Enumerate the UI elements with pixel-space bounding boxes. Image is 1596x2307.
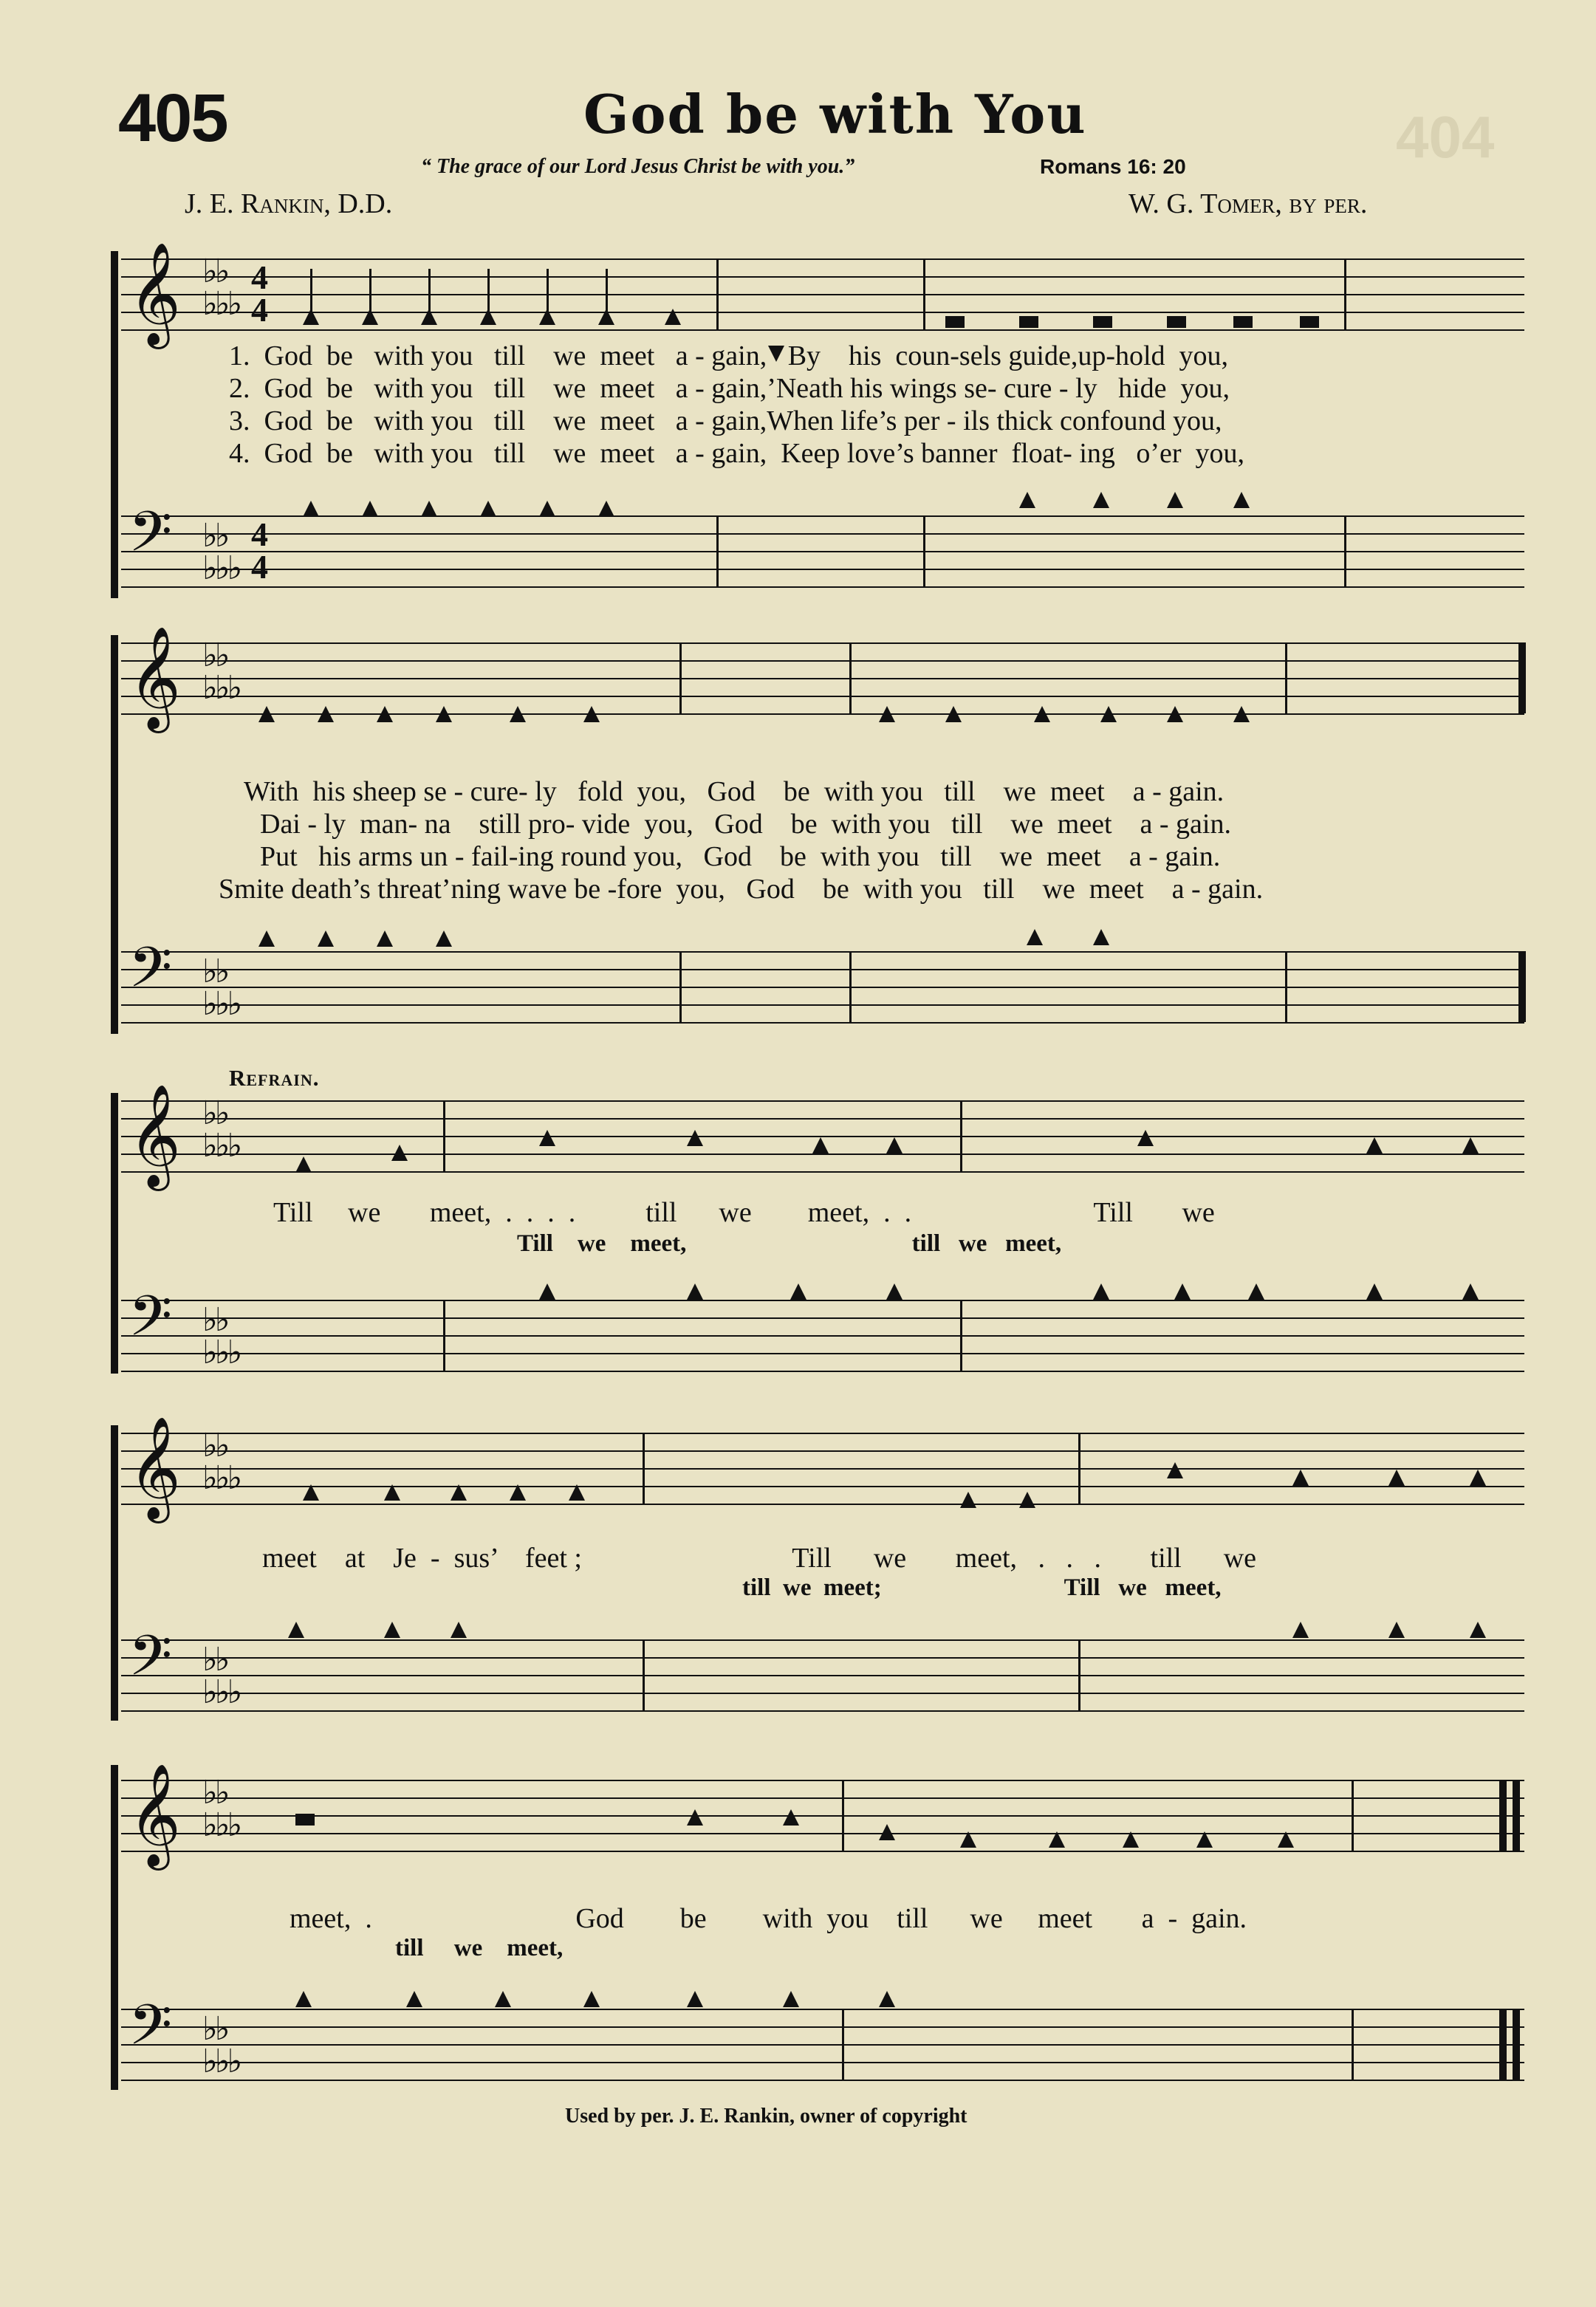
time-signature: 4 4	[251, 258, 268, 329]
scripture-reference: Romans 16: 20	[1040, 155, 1186, 178]
copyright-notice: Used by per. J. E. Rankin, owner of copyright	[565, 2105, 967, 2128]
verse-line: Smite death’s threat’ning wave be -fore you, God be with you till we meet a - gain.	[219, 874, 1264, 905]
system-brace	[111, 1093, 118, 1374]
hymn-title: God be with You	[583, 83, 1087, 145]
bass-staff	[121, 499, 1524, 586]
treble-staff	[121, 1416, 1524, 1519]
hymn-number: 405	[118, 80, 227, 156]
system-brace	[111, 251, 118, 598]
system-1	[111, 236, 1529, 606]
system-4	[111, 1418, 1529, 1728]
verse-line: Put his arms un - fail-ing round you, God be with you till we meet a - gain.	[260, 841, 1221, 872]
treble-clef-icon: 𝄞	[129, 242, 181, 345]
bass-clef-icon: 𝄢	[129, 499, 173, 578]
key-signature-flats-icon: ♭♭ ♭♭♭	[202, 637, 240, 706]
bass-clef-icon: 𝄢	[129, 1283, 173, 1362]
key-signature-flats-icon: ♭♭ ♭♭♭	[202, 2011, 240, 2080]
refrain-label: Refrain.	[229, 1065, 320, 1091]
composer-credit: W. G. Tomer, by per.	[1128, 188, 1368, 219]
verse-line: 3. God be with you till we meet a - gain,When life’s per - ils thick confound you,	[229, 405, 1222, 436]
refrain-alto-lyric: till we meet; Till we meet,	[742, 1574, 1222, 1601]
key-signature-flats-icon: ♭♭ ♭♭♭	[202, 1427, 240, 1496]
verse-line: With his sheep se - cure- ly fold you, God be with you till we meet a - gain.	[244, 776, 1225, 807]
bleed-through-page-number: 404	[1396, 104, 1495, 170]
treble-staff	[121, 1763, 1524, 1866]
system-brace	[111, 635, 118, 1034]
treble-staff	[121, 626, 1524, 729]
key-signature-flats-icon: ♭♭ ♭♭♭	[202, 1095, 240, 1164]
key-signature-flats-icon: ♭♭ ♭♭♭	[202, 253, 240, 322]
refrain-alto-lyric: Till we meet, till we meet,	[517, 1230, 1062, 1257]
scripture-quote: “ The grace of our Lord Jesus Christ be with you.”	[421, 155, 855, 178]
time-signature: 4 4	[251, 515, 268, 586]
verse-line: 4. God be with you till we meet a - gain, Keep love’s banner float- ing o’er you,	[229, 438, 1245, 469]
verse-line: Dai - ly man- na still pro- vide you, God be with you till we meet a - gain.	[260, 809, 1231, 840]
verse-line: 2. God be with you till we meet a - gain,’Neath his wings se- cure - ly hide you,	[229, 373, 1230, 404]
system-brace	[111, 1765, 118, 2090]
lyricist-credit: J. E. Rankin, D.D.	[185, 188, 393, 219]
verse-line: 1. God be with you till we meet a - gain, By his coun-sels guide,up-hold you,	[229, 340, 1229, 371]
bass-clef-icon: 𝄢	[129, 935, 173, 1014]
treble-staff	[121, 1084, 1524, 1187]
treble-clef-icon: 𝄞	[129, 1084, 181, 1187]
treble-clef-icon: 𝄞	[129, 626, 181, 729]
refrain-alto-lyric: till we meet,	[395, 1935, 564, 1961]
bass-staff	[121, 1992, 1524, 2080]
treble-clef-icon: 𝄞	[129, 1763, 181, 1866]
refrain-lyric: meet, . God be with you till we meet a - gain.	[290, 1903, 1247, 1934]
bass-staff	[121, 935, 1524, 1022]
system-brace	[111, 1425, 118, 1721]
key-signature-flats-icon: ♭♭ ♭♭♭	[202, 953, 240, 1022]
key-signature-flats-icon: ♭♭ ♭♭♭	[202, 518, 240, 586]
bass-staff	[121, 1623, 1524, 1710]
key-signature-flats-icon: ♭♭ ♭♭♭	[202, 1775, 240, 1843]
key-signature-flats-icon: ♭♭ ♭♭♭	[202, 1642, 240, 1710]
bass-clef-icon: 𝄢	[129, 1623, 173, 1702]
refrain-lyric: meet at Je - sus’ feet ; Till we meet, . . . till we	[262, 1543, 1257, 1574]
refrain-lyric: Till we meet, . . . . till we meet, . . Till we	[273, 1197, 1215, 1228]
system-5	[111, 1758, 1529, 2097]
bass-staff	[121, 1283, 1524, 1371]
bass-clef-icon: 𝄢	[129, 1992, 173, 2071]
system-2	[111, 620, 1529, 1041]
key-signature-flats-icon: ♭♭ ♭♭♭	[202, 1302, 240, 1371]
treble-clef-icon: 𝄞	[129, 1416, 181, 1519]
system-3	[111, 1086, 1529, 1381]
